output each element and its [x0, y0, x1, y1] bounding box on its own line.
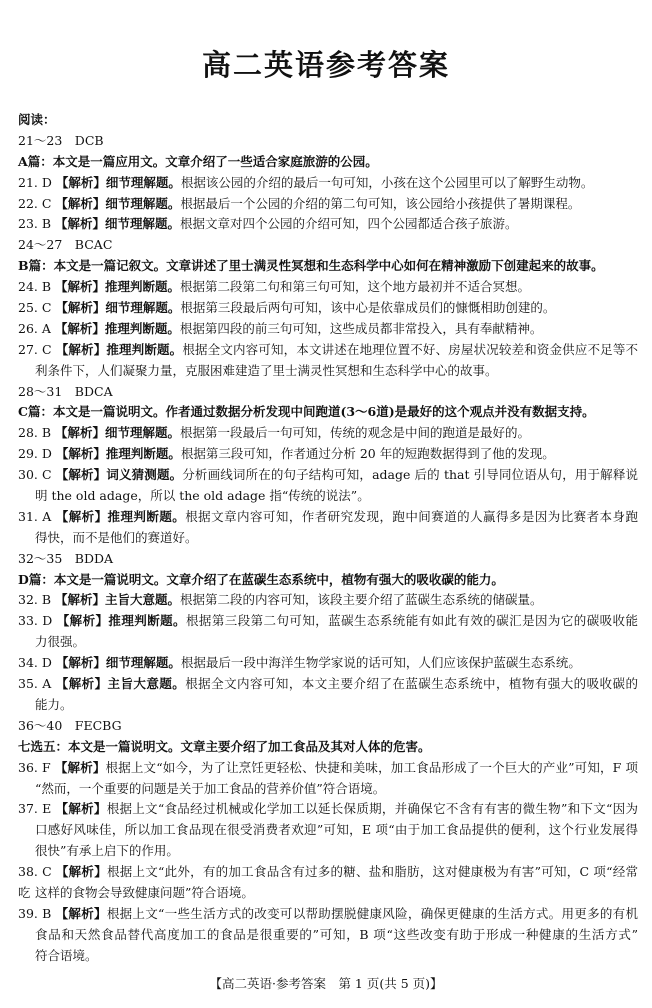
analysis-label: 【解析】词义猜测题。: [55, 467, 183, 483]
analysis-text: 根据该公园的介绍的最后一句可知，小孩在这个公园里可以了解野生动物。: [180, 174, 594, 190]
analysis-label: 【解析】细节理解题。: [55, 174, 181, 190]
page-title: 高二英语参考答案: [201, 48, 450, 82]
answer-item: [18, 319, 638, 340]
analysis-label: 【解析】推理判断题。: [55, 341, 183, 357]
continuation-line: 能力。: [35, 696, 73, 712]
analysis-text: 根据第三段最后两句可知，该中心是依靠成员们的慷慨相助创建的。: [180, 300, 556, 316]
answer-range: 32～35 BDDA: [18, 550, 114, 566]
answer-number: 39. B: [18, 905, 52, 921]
analysis-text: 根据上文“此外，有的加工食品含有过多的糖、盐和脂肪，这对健康极为有害”可知，C 项“经常吃: [18, 864, 638, 900]
answer-item: [18, 653, 638, 674]
analysis-label: 【解析】细节理解题。: [55, 300, 181, 316]
section-heading: D篇：本文是一篇说明文。文章介绍了在蓝碳生态系统中，植物有强大的吸收碳的能力。: [18, 571, 504, 587]
answer-item: [18, 173, 638, 194]
continuation-line: 口感好风味佳，所以加工食品现在很受消费者欢迎”可知，E 项“由于加工食品提供的便利，这个行业发展得: [35, 822, 638, 838]
answer-number: 26. A: [18, 320, 51, 336]
answer-item: [18, 465, 638, 486]
answer-item: [18, 340, 638, 361]
analysis-label: 【解析】细节理解题。: [55, 195, 181, 211]
answer-number: 35. A: [18, 676, 52, 692]
answer-content: [18, 110, 638, 967]
analysis-text: 根据全文内容可知，本文主要介绍了在蓝碳生态系统中，植物有强大的吸收碳的: [185, 676, 638, 692]
answer-item: [18, 590, 638, 611]
analysis-label: 【解析】细节理解题。: [55, 425, 181, 441]
answer-item: [18, 277, 638, 298]
analysis-label: 【解析】推理判断题。: [54, 320, 180, 336]
answer-number: 29. D: [18, 446, 52, 462]
answer-item: [18, 423, 638, 444]
answer-number: 33. D: [18, 613, 53, 629]
analysis-text: 根据上文“食品经过机械或化学加工以延长保质期，并确保它不含有有害的微生物”和下文“因为: [106, 801, 638, 817]
answer-item: [18, 298, 638, 319]
analysis-label: 【解析】细节理解题。: [55, 216, 181, 232]
analysis-text: 根据最后一个公园的介绍的第二句可知，该公园给小孩提供了暑期课程。: [180, 195, 581, 211]
section-heading: 七选五：本文是一篇说明文。文章主要介绍了加工食品及其对人体的危害。: [18, 738, 431, 754]
analysis-label: 【解析】: [55, 905, 107, 921]
answer-number: 31. A: [18, 508, 52, 524]
analysis-text: 根据文章内容可知，作者研究发现，跑中间赛道的人赢得多是因为比赛者本身跑: [185, 508, 638, 524]
section-heading: C篇：本文是一篇说明文。作者通过数据分析发现中间跑道(3～6道)是最好的这个观点并没有数据支持。: [18, 404, 595, 420]
section-heading: B篇：本文是一篇记叙文。文章讲述了里士满灵性冥想和生态科学中心如何在精神激励下创建起来的故事。: [18, 258, 604, 274]
analysis-text: 根据全文内容可知，本文讲述在地理位置不好、房屋状况较差和资金供应不足等不: [182, 341, 638, 357]
continuation-line: 食品和天然食品替代高度加工的食品是很重要的”可知，B 项“这些改变有助于形成一种健康的生活方式”: [35, 926, 638, 942]
continuation-line: 利条件下，人们凝聚力量，克服困难建造了里士满灵性冥想和生态科学中心的故事。: [35, 362, 498, 378]
section-heading: A篇：本文是一篇应用文。文章介绍了一些适合家庭旅游的公园。: [18, 153, 378, 169]
answer-item: [18, 194, 638, 215]
continuation-line: 符合语境。: [35, 947, 98, 963]
answer-number: 27. C: [18, 341, 52, 357]
answer-item: [18, 611, 638, 632]
answer-range: 24～27 BCAC: [18, 237, 113, 253]
continuation-line: 很快”有承上启下的作用。: [35, 843, 179, 859]
answer-number: 36. F: [18, 759, 51, 775]
analysis-label: 【解析】: [54, 759, 106, 775]
answer-number: 24. B: [18, 279, 52, 295]
analysis-text: 根据最后一段中海洋生物学家说的话可知，人们应该保护蓝碳生态系统。: [180, 655, 581, 671]
answer-number: 30. C: [18, 467, 52, 483]
analysis-label: 【解析】主旨大意题。: [55, 676, 186, 692]
answer-item: [18, 444, 638, 465]
continuation-line: “然而，一个重要的问题是关于加工食品的营养价值”符合语境。: [35, 780, 386, 796]
analysis-label: 【解析】细节理解题。: [55, 655, 181, 671]
answer-range: 21～23 DCB: [18, 132, 104, 148]
answer-number: 25. C: [18, 300, 52, 316]
analysis-label: 【解析】推理判断题。: [56, 613, 186, 629]
answer-number: 28. B: [18, 425, 52, 441]
answer-range: 28～31 BDCA: [18, 383, 113, 399]
answer-number: 22. C: [18, 195, 52, 211]
analysis-text: 根据第二段的内容可知，该段主要介绍了蓝碳生态系统的储碳量。: [180, 592, 543, 608]
analysis-text: 根据第三段可知，作者通过分析 20 年的短跑数据得到了他的发现。: [180, 446, 555, 462]
analysis-label: 【解析】推理判断题。: [55, 446, 181, 462]
answer-item: [18, 904, 638, 925]
answer-item: [18, 758, 638, 779]
answer-number: 32. B: [18, 592, 52, 608]
analysis-text: 根据第二段第二句和第三句可知，这个地方最初并不适合冥想。: [180, 279, 531, 295]
answer-item: [18, 214, 638, 235]
answer-number: 34. D: [18, 655, 52, 671]
continuation-line: 力很强。: [35, 634, 86, 650]
continuation-line: 明 the old adage，所以 the old adage 指“传统的说法”。: [35, 488, 370, 504]
analysis-label: 【解析】主旨大意题。: [55, 592, 181, 608]
analysis-text: 分析画线词所在的句子结构可知，adage 后的 that 引导同位语从句，用于解释说: [182, 467, 638, 483]
analysis-label: 【解析】推理判断题。: [55, 508, 186, 524]
answer-number: 37. E: [18, 801, 52, 817]
answer-range: 36～40 FECBG: [18, 717, 122, 733]
answer-number: 23. B: [18, 216, 52, 232]
analysis-text: 根据上文“如今，为了让烹饪更轻松、快捷和美味，加工食品形成了一个巨大的产业”可知，F 项: [105, 759, 638, 775]
page-footer: 【高二英语·参考答案 第 1 页(共 5 页)】: [209, 976, 443, 991]
continuation-line: 得快，而不是他们的赛道好。: [35, 529, 198, 545]
analysis-text: 根据上文“一些生活方式的改变可以帮助摆脱健康风险，确保更健康的生活方式。用更多的有机: [106, 905, 638, 921]
answer-item: [18, 799, 638, 820]
continuation-line: 这样的食物会导致健康问题”符合语境。: [35, 884, 254, 900]
analysis-text: 根据第三段第二句可知，蓝碳生态系统能有如此有效的碳汇是因为它的碳吸收能: [185, 613, 638, 629]
analysis-label: 【解析】: [55, 864, 107, 880]
answer-number: 38. C: [18, 864, 52, 880]
answer-number: 21. D: [18, 174, 52, 190]
section-heading: 阅读：: [18, 112, 56, 127]
answer-item: [18, 507, 638, 528]
analysis-label: 【解析】推理判断题。: [55, 279, 181, 295]
answer-item: [18, 674, 638, 695]
analysis-text: 根据第四段的前三句可知，这些成员都非常投入，具有奉献精神。: [179, 320, 543, 336]
analysis-text: 根据第一段最后一句可知，传统的观念是中间的跑道是最好的。: [180, 425, 531, 441]
analysis-label: 【解析】: [55, 801, 107, 817]
analysis-text: 根据文章对四个公园的介绍可知，四个公园都适合孩子旅游。: [180, 216, 518, 232]
